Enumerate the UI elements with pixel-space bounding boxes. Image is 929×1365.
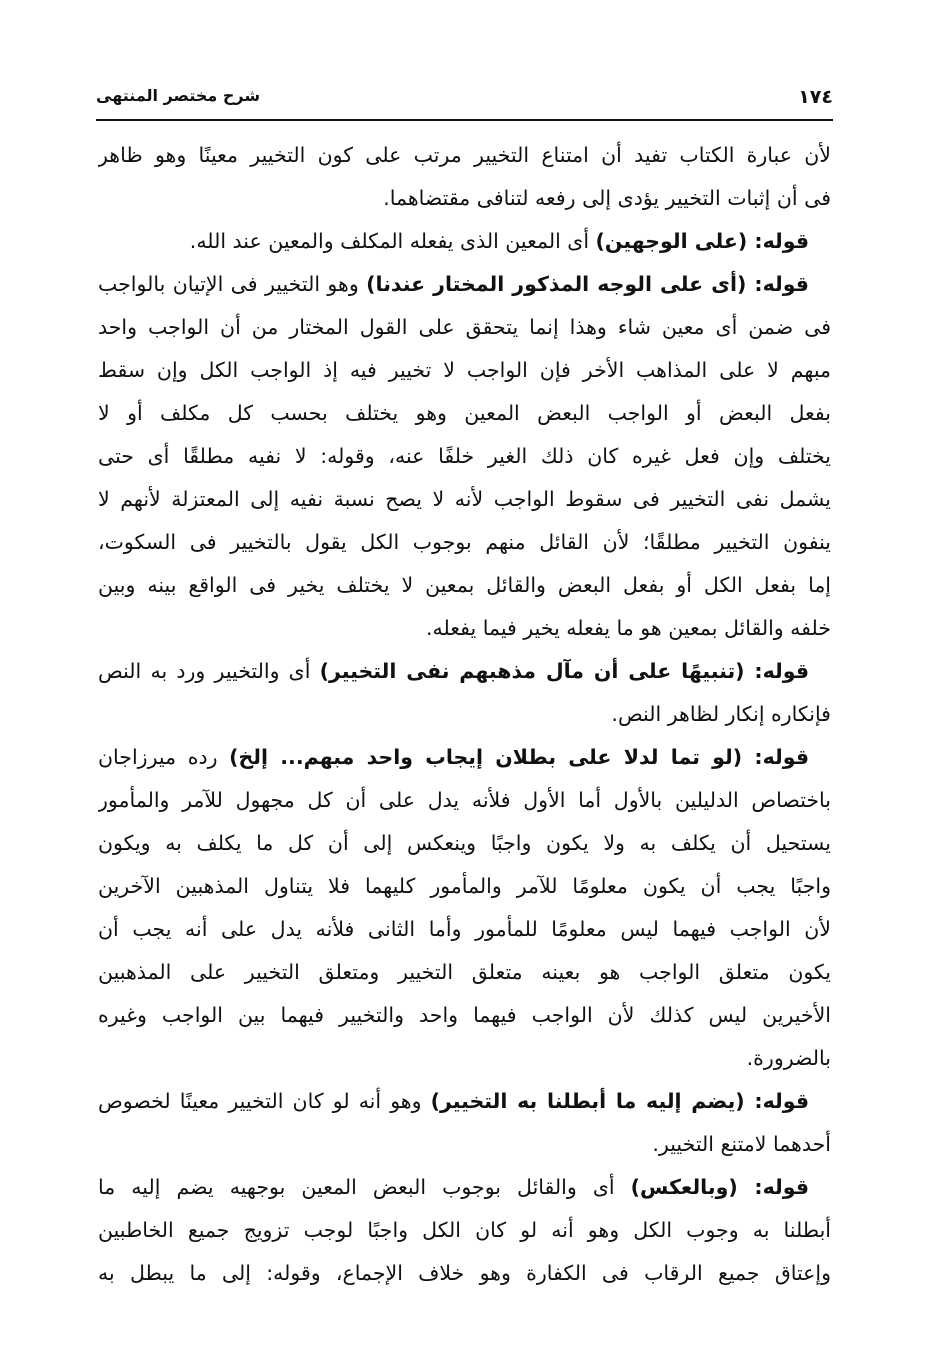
line-text: رده ميرزاجان (98, 745, 230, 769)
commentary-label: قوله: (737, 1175, 809, 1199)
text-line (98, 994, 831, 1037)
text-line (98, 177, 831, 220)
quoted-phrase: (على الوجهين) (595, 229, 748, 253)
text-body (98, 134, 831, 1295)
text-line (98, 349, 831, 392)
line-text: أى والتخيير ورد به النص (98, 659, 320, 683)
page-number: ١٧٤ (798, 86, 833, 108)
line-text: يشمل نفى التخيير فى سقوط الواجب لأنه لا يصح نسبة نفيه إلى المعتزلة لأنهم لا (98, 487, 831, 511)
line-text: وهو التخيير فى الإتيان بالواجب (98, 272, 367, 296)
line-text: فى ضمن أى معين شاء وهذا إنما يتحقق على القول المختار من أن الواجب واحد (98, 315, 831, 339)
text-line (98, 1252, 831, 1295)
line-text: ينفون التخيير مطلقًا؛ لأن القائل منهم بوجوب الكل يقول بالتخيير فى السكوت، (98, 530, 831, 554)
line-text: لأن الواجب فيهما ليس معلومًا للمأمور وأما الثانى فلأنه يدل على أنه يجب أن (98, 917, 831, 941)
text-line (98, 263, 831, 306)
text-line (98, 134, 831, 177)
text-line (98, 306, 831, 349)
line-text: أى المعين الذى يفعله المكلف والمعين عند الله. (189, 229, 596, 253)
line-text: يكون متعلق الواجب هو بعينه متعلق التخيير ومتعلق التخيير على المذهبين (98, 960, 831, 984)
quoted-phrase: (أى على الوجه المذكور المختار عندنا) (366, 272, 747, 296)
text-line (98, 779, 831, 822)
quoted-phrase: (يضم إليه ما أبطلنا به التخيير) (430, 1089, 745, 1113)
text-line (98, 564, 831, 607)
commentary-label: قوله: (746, 272, 809, 296)
text-line (98, 392, 831, 435)
line-text: وهو أنه لو كان التخيير معينًا لخصوص (98, 1089, 431, 1113)
text-line (98, 521, 831, 564)
line-text: فإنكاره إنكار لظاهر النص. (611, 702, 831, 726)
line-text: بالضرورة. (746, 1046, 831, 1070)
line-text: إما بفعل الكل أو بفعل البعض والقائل بمعين لا يختلف يخير فى الواقع بينه وبين (98, 573, 831, 597)
line-text: لأن عبارة الكتاب تفيد أن امتناع التخيير مرتب على كون التخيير معينًا وهو ظاهر (98, 143, 831, 167)
text-line (98, 1037, 831, 1080)
book-title: شرح مختصر المنتهى (96, 86, 261, 105)
commentary-label: قوله: (744, 659, 809, 683)
text-line (98, 865, 831, 908)
text-line (98, 1166, 831, 1209)
line-text: أحدهما لامتنع التخيير. (652, 1132, 831, 1156)
line-text: يستحيل أن يكلف به ولا يكون واجبًا وينعكس إلى أن كل ما يكلف به ويكون (98, 831, 831, 855)
line-text: فى أن إثبات التخيير يؤدى إلى رفعه لتنافى مقتضاهما. (383, 186, 831, 210)
line-text: واجبًا يجب أن يكون معلومًا للآمر والمأمور كليهما فلا يتناول المذهبين الآخرين (98, 874, 831, 898)
quoted-phrase: (وبالعكس) (630, 1175, 738, 1199)
text-line (98, 220, 831, 263)
commentary-label: قوله: (742, 745, 809, 769)
running-header (96, 84, 833, 116)
line-text: أبطلنا به وجوب الكل وهو أنه لو كان الكل واجبًا لوجب تزويج جميع الخاطبين (98, 1218, 831, 1242)
line-text: أى والقائل بوجوب البعض المعين بوجهيه يضم إليه ما (98, 1175, 631, 1199)
line-text: مبهم لا على المذاهب الأخر فإن الواجب لا تخيير فيه إذ الواجب الكل وإن سقط (98, 358, 831, 382)
line-text: الأخيرين ليس كذلك لأن الواجب فيهما واحد والتخيير فيهما بين الواجب وغيره (98, 1003, 831, 1027)
text-line (98, 1123, 831, 1166)
line-text: باختصاص الدليلين بالأول أما الأول فلأنه يدل على أن كل مجهول للآمر والمأمور (98, 788, 831, 812)
text-line (98, 908, 831, 951)
text-line (98, 478, 831, 521)
commentary-label: قوله: (747, 229, 809, 253)
quoted-phrase: (تنبيهًا على أن مآل مذهبهم نفى التخيير) (319, 659, 745, 683)
text-line (98, 736, 831, 779)
text-line (98, 1209, 831, 1252)
quoted-phrase: (لو تما لدلا على بطلان إيجاب واحد مبهم... إلخ) (229, 745, 743, 769)
text-line (98, 693, 831, 736)
text-line (98, 951, 831, 994)
text-line (98, 650, 831, 693)
line-text: بفعل البعض أو الواجب البعض المعين وهو يختلف بحسب كل مكلف أو لا (98, 401, 831, 425)
line-text: يختلف وإن فعل غيره كان ذلك الغير خلفًا عنه، وقوله: لا نفيه مطلقًا أى حتى (98, 444, 831, 468)
header-rule (96, 119, 833, 121)
text-line (98, 1080, 831, 1123)
line-text: وإعتاق جميع الرقاب فى الكفارة وهو خلاف الإجماع، وقوله: إلى ما يبطل به (98, 1261, 831, 1285)
text-line (98, 822, 831, 865)
text-line (98, 607, 831, 650)
line-text: خلفه والقائل بمعين هو ما يفعله يخير فيما يفعله. (425, 616, 831, 640)
text-line (98, 435, 831, 478)
commentary-label: قوله: (744, 1089, 809, 1113)
